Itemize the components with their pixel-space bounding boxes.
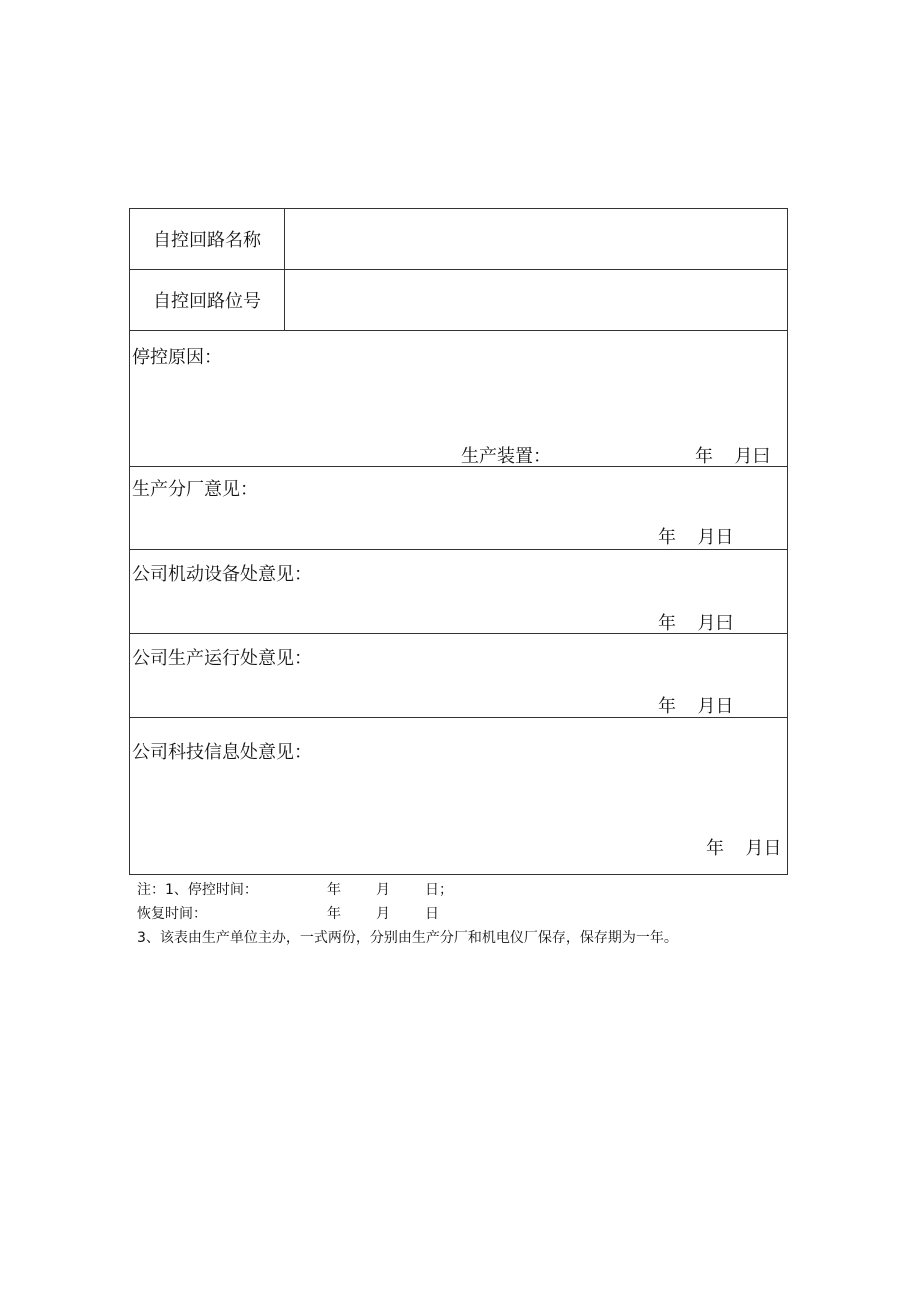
loop-tag-row: [130, 270, 787, 331]
note-retention-text: 3、该表由生产单位主办，一式两份，分别由生产分厂和机电仪厂保存，保存期为一年。: [137, 930, 678, 946]
mech-opinion-date: [658, 609, 733, 635]
note-restore-year: 年: [327, 906, 341, 922]
loop-tag-label: 自控回路位号: [130, 270, 285, 330]
tech-opinion-title: 公司科技信息处意见：: [132, 742, 312, 763]
loop-name-row: [130, 209, 787, 270]
date-month-day: 月曰: [697, 613, 734, 634]
date-year: 年: [695, 446, 713, 467]
note-restore-day: 日: [425, 906, 439, 922]
branch-opinion-section[interactable]: [130, 467, 787, 550]
stop-reason-date: [695, 442, 770, 468]
branch-opinion-title: 生产分厂意见：: [132, 479, 258, 500]
tech-opinion-section[interactable]: [130, 718, 787, 874]
note-stop-month: 月: [376, 882, 390, 898]
mech-opinion-section[interactable]: [130, 550, 787, 634]
ops-opinion-title: 公司生产运行处意见：: [132, 648, 312, 669]
date-year: 年: [706, 838, 724, 859]
stop-reason-title: 停控原因：: [132, 347, 222, 368]
note-stop-time-label: 注：1、停控时间：: [137, 882, 258, 898]
loop-tag-field[interactable]: [285, 270, 787, 330]
date-year: 年: [658, 527, 676, 548]
tech-opinion-date: [706, 834, 781, 860]
date-year: 年: [658, 613, 676, 634]
note-stop-day: 日；: [425, 882, 453, 898]
ops-opinion-section[interactable]: [130, 634, 787, 718]
date-month-day: 月曰: [734, 446, 771, 467]
note-stop-year: 年: [327, 882, 341, 898]
loop-name-field[interactable]: [285, 209, 787, 269]
note-restore-month: 月: [376, 906, 390, 922]
date-month-day: 月日: [697, 696, 734, 717]
branch-opinion-date: [658, 523, 733, 549]
date-month-day: 月日: [745, 838, 782, 859]
note-restore-time-label: 恢复时间：: [137, 906, 207, 922]
date-month-day: 月日: [697, 527, 734, 548]
date-year: 年: [658, 696, 676, 717]
loop-name-label: 自控回路名称: [130, 209, 285, 269]
stop-reason-section[interactable]: [130, 331, 787, 467]
production-unit-label: 生产装置：: [461, 446, 551, 467]
approval-form: [129, 208, 788, 875]
ops-opinion-date: [658, 692, 733, 718]
mech-opinion-title: 公司机动设备处意见：: [132, 564, 312, 585]
